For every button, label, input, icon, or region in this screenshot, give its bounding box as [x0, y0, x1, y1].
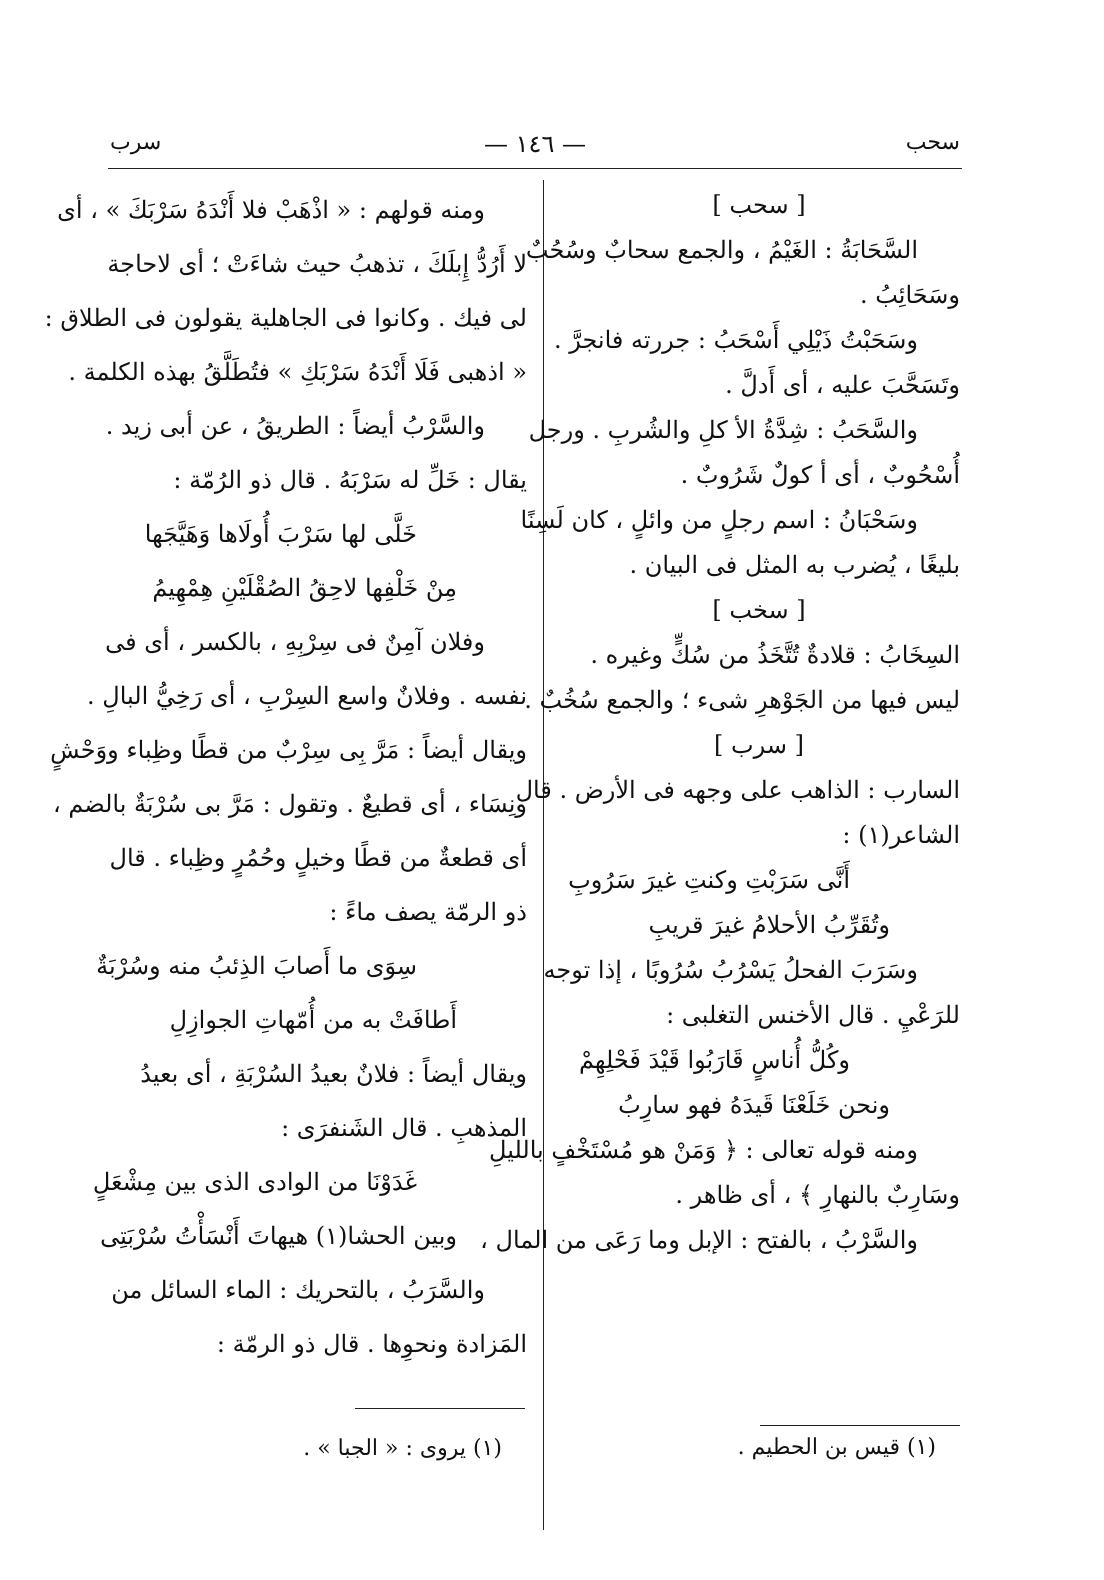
text-line: السِخَابُ : قلادةٌ تُتَّخَذُ من سُكٍّ وغيره . [590, 641, 960, 669]
text-line: ومنه قولهم : « اذْهَبْ فلا أَنْدَهُ سَرْبَكَ » ، أى [57, 196, 485, 224]
text-line: نفسه . وفلانٌ واسع السِرْبِ ، أى رَخِيُّ البالِ . [87, 682, 527, 710]
text-line: وفلان آمِنٌ فى سِرْبِهِ ، بالكسر ، أى فى [105, 628, 485, 656]
text-line: وسَحَائِبُ . [859, 281, 960, 309]
header-left-word: سرب [110, 130, 162, 155]
text-line: أى قطعةٌ من قطًا وخيلٍ وحُمُرٍ وظِباء . قال [109, 844, 527, 872]
text-line: والسَّرْبُ أيضاً : الطريقُ ، عن أبى زيد . [105, 412, 485, 440]
text-line: المذهبِ . قال الشَنفرَى : [281, 1114, 527, 1142]
header-rule [108, 168, 962, 169]
verse-line: وبين الحشا(١) هيهاتَ أَنْسَأْتُ سُرْبَتِى [100, 1222, 457, 1250]
verse-line: خَلَّى لها سَرْبَ أُولَاها وَهَيَّجَها [144, 520, 417, 548]
entry-heading: [ سحب ] [712, 191, 806, 219]
text-line: ذو الرمّة يصف ماءً : [329, 898, 527, 926]
text-line: يقال : خَلِّ له سَرْبَهُ . قال ذو الرُمّة : [173, 466, 527, 494]
verse-line: وكُلُّ أُناسٍ قَارَبُوا قَيْدَ فَحْلِهِمْ [578, 1046, 850, 1074]
entry-heading: [ سرب ] [714, 731, 804, 759]
text-line: وسَارِبٌ بالنهارِ ﴾ ، أى ظاهر . [675, 1181, 960, 1209]
right-footnote: (١) قيس بن الحطيم . [737, 1435, 936, 1460]
right-column [480, 183, 960, 1263]
verse-line: ونحن خَلَعْنَا قَيدَهُ فهو سارِبُ [618, 1091, 890, 1119]
verse-line: أَطافَتْ به من أُمّهاتِ الجوازِلِ [169, 1006, 457, 1034]
text-line: المَزادة ونحوِها . قال ذو الرمّة : [216, 1330, 527, 1358]
text-line: السارب : الذاهب على وجهه فى الأرض . قال [515, 776, 960, 804]
left-column [44, 183, 527, 1371]
text-line: وتَسَحَّبَ عليه ، أى أَدلَّ . [725, 371, 960, 399]
page-header [110, 130, 960, 164]
text-line: لى فيك . وكانوا فى الجاهلية يقولون فى الطلاق : [44, 304, 527, 332]
column-divider [543, 180, 544, 1530]
text-line: وسَحْبَانُ : اسم رجلٍ من وائلٍ ، كان لَسِنًا [520, 506, 918, 534]
left-footnote-rule [355, 1408, 525, 1409]
text-line: ومنه قوله تعالى : ﴿ وَمَنْ هو مُسْتَخْفٍ بالليلِ [489, 1136, 918, 1164]
text-line: وسَحَبْتُ ذَيْلِي أَسْحَبُ : جررته فانجرَّ . [553, 326, 918, 354]
text-line: ويقال أيضاً : فلانٌ بعيدُ السُرْبَةِ ، أى بعيدُ [140, 1060, 527, 1088]
text-line: والسَّرَبُ ، بالتحريك : الماء السائل من [111, 1276, 485, 1304]
entry-heading: [ سخب ] [712, 596, 806, 624]
verse-line: غَدَوْنَا من الوادى الذى بين مِشْعَلٍ [92, 1168, 417, 1196]
text-line: « اذهبى فَلَا أَنْدَهُ سَرْبَكِ » فتُطَلَّقُ بهذه الكلمة . [68, 358, 527, 386]
verse-line: سِوَى ما أَصابَ الذِئبُ منه وسُرْبَةٌ [96, 952, 417, 980]
text-line: الشاعر(١) : [842, 821, 960, 849]
text-line: وسَرَبَ الفحلُ يَسْرُبُ سُرُوبًا ، إذا توجه [543, 956, 918, 984]
text-line: بليغًا ، يُضرب به المثل فى البيان . [629, 551, 960, 579]
right-footnote-rule [760, 1425, 960, 1426]
text-line: ونِسَاء ، أى قطيعٌ . وتقول : مَرَّ بى سُرْبَةٌ بالضم ، [52, 790, 527, 818]
text-line: والسَّرْبُ ، بالفتح : الإبل وما رَعَى من المال ، [480, 1226, 918, 1254]
verse-line: أَنَّى سَرَبْتِ وكنتِ غيرَ سَرُوبِ [568, 866, 850, 894]
text-line: للرَعْيِ . قال الأخنس التغلبى : [666, 1001, 960, 1029]
header-right-word: سحب [905, 130, 960, 155]
text-line: أُسْحُوبٌ ، أى أ كولٌ شَرُوبٌ . [680, 461, 960, 489]
page-number: — ١٤٦ — [484, 130, 586, 158]
text-line: السَّحَابَةُ : الغَيْمُ ، والجمع سحابٌ وسُحُبٌ [525, 236, 918, 264]
text-line: ويقال أيضاً : مَرَّ بِى سِرْبٌ من قطًا وظِباء ووَحْشٍ [50, 736, 527, 764]
verse-line: وتُقَرِّبُ الأحلامُ غيرَ قريبِ [648, 911, 890, 939]
text-line: ليس فيها من الجَوْهرِ شىء ؛ والجمع سُخُبٌ . [524, 686, 960, 714]
verse-line: مِنْ خَلْفِها لاحِقُ الصُقْلَيْنِ هِمْهِيمُ [152, 574, 457, 602]
left-footnote: (١) يروى : « الجبا » . [303, 1436, 502, 1461]
text-line: لا أَرُدُّ إِبلَكَ ، تذهبُ حيث شاءَتْ ؛ أى لاحاجة [107, 250, 527, 278]
text-line: والسَّحَبُ : شِدَّةُ الأ كلِ والشُربِ . ورجل [528, 416, 918, 444]
